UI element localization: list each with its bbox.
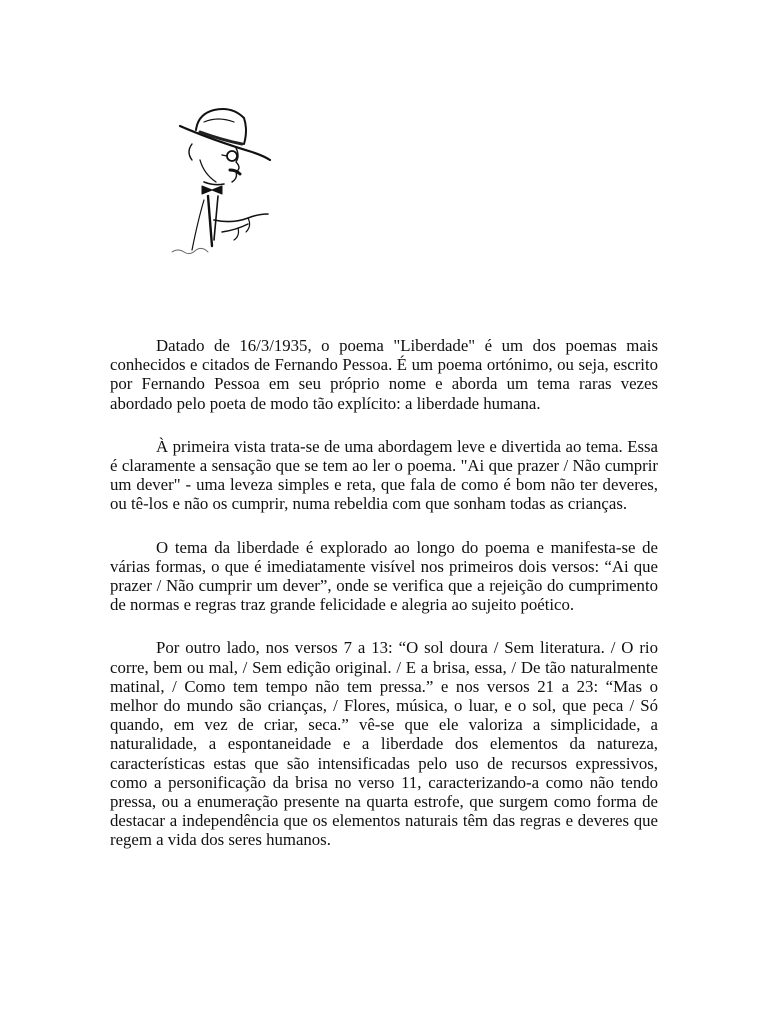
pessoa-sketch-illustration bbox=[152, 100, 292, 265]
article-body bbox=[110, 336, 658, 874]
paragraph-2: À primeira vista trata-se de uma abordagem leve e divertida ao tema. Essa é claramente a sensação que se tem ao ler o poema. "Ai que prazer / Não cumprir um dever" - uma leveza simples e reta, que fala de como é bom não ter deveres, ou tê-los e não os cumprir, numa rebeldia com que sonham todas as crianças. bbox=[110, 436, 658, 514]
pessoa-sketch-drawing bbox=[152, 100, 292, 265]
paragraph-1: Datado de 16/3/1935, o poema "Liberdade" é um dos poemas mais conhecidos e citados de Fernando Pessoa. É um poema ortónimo, ou seja, escrito por Fernando Pessoa em seu próprio nome e aborda um tema raras vezes abordado pelo poeta de modo tão explícito: a liberdade humana. bbox=[110, 336, 658, 413]
paragraph-3: O tema da liberdade é explorado ao longo do poema e manifesta-se de várias formas, o que é imediatamente visível nos primeiros dois versos: “Ai que prazer / Não cumprir um dever”, onde se verifica que a rejeição do cumprimento de normas e regras traz grande felicidade e alegria ao sujeito poético. bbox=[110, 537, 658, 615]
paragraph-4: Por outro lado, nos versos 7 a 13: “O sol doura / Sem literatura. / O rio corre, bem ou mal, / Sem edição original. / E a brisa, essa, / De tão naturalmente matinal, / Como tem tempo não tem pressa.” e nos versos 21 a 23: “Mas o melhor do mundo são crianças, / Flores, música, o luar, e o sol, que peca / Só quando, em vez de criar, seca.” vê-se que ele valoriza a simplicidade, a naturalidade, a espontaneidade e a liberdade dos elementos da natureza, características estas que são intensificadas pelo uso de recursos expressivos, como a personificação da brisa no verso 11, caracterizando-a como não tendo pressa, ou a enumeração presente na quarta estrofe, que surgem como forma de destacar a independência que os elementos naturais têm das regras e deveres que regem a vida dos seres humanos. bbox=[110, 638, 658, 850]
